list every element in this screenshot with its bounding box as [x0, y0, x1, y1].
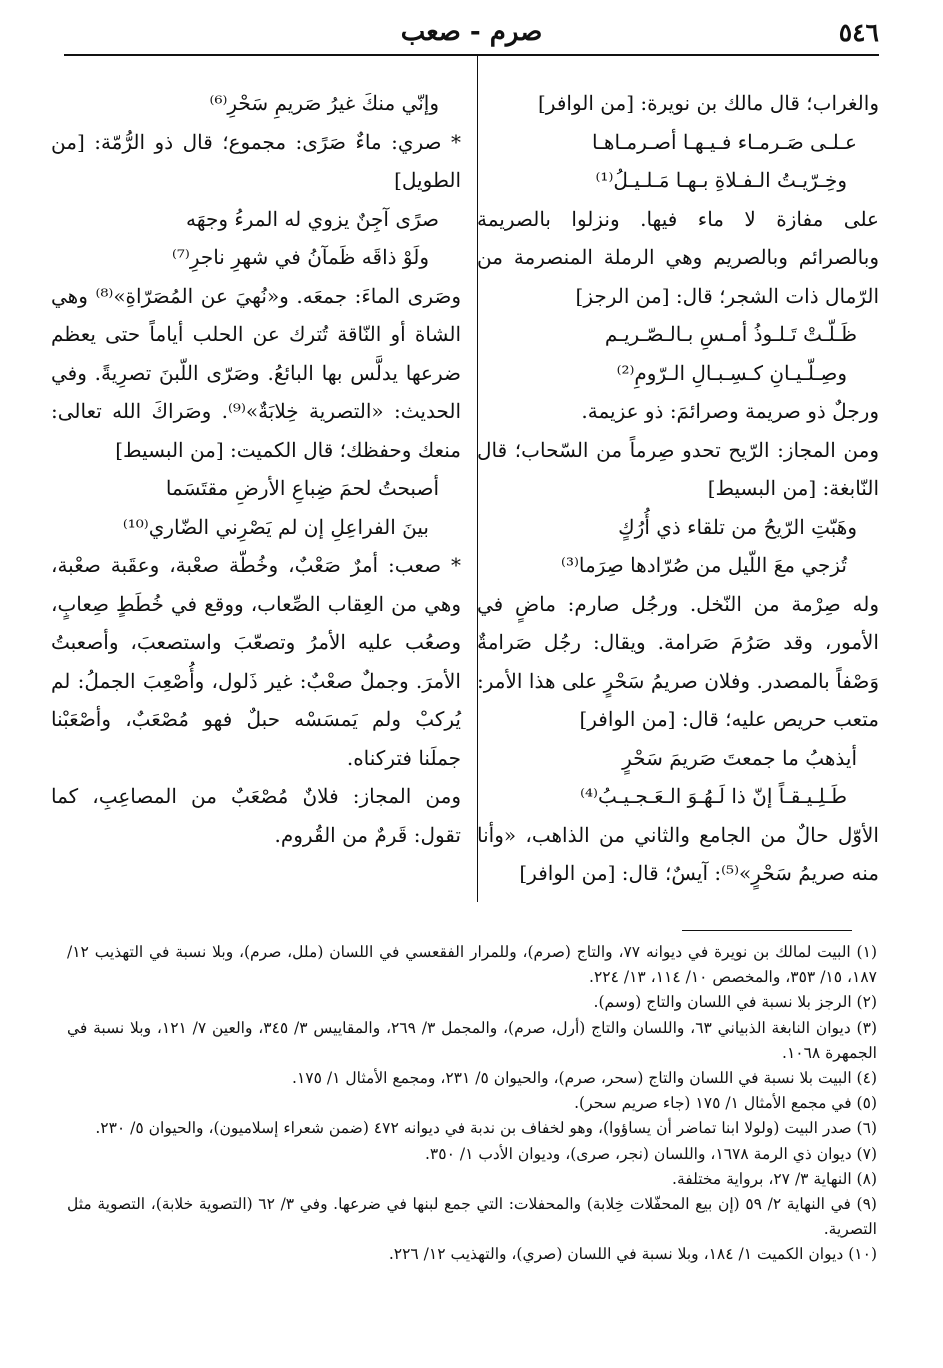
- footnote-rule: [682, 930, 852, 931]
- verse-line: صرًى آجِنٌ يزوي له المرءُ وجهَه: [186, 206, 439, 231]
- footnote: (٣) ديوان النابغة الذبياني ٦٣، واللسان والتاج (أرل، صرم)، والمجمل ٣/ ٢٦٩، والمقاييس ٣/ ٣٤٥، والعين ٧/ ١٢١، وبلا نسبة في الجمهرة ١٠٦٨.: [67, 1018, 877, 1062]
- footnote: (٨) النهاية ٣/ ٢٧، برواية مختلفة.: [672, 1169, 877, 1188]
- verse-line: وخِـرّيـتُ الـفـلاةِ بـهـا مَـلـيـلُ⁽¹⁾: [595, 168, 847, 192]
- verse-line: ظَـلّـتْ تَـلـوذُ أمـسِ بـالـصّـريـم: [604, 322, 857, 346]
- footnote: (٧) ديوان ذي الرمة ١٦٧٨، واللسان (نجر، صرى)، وديوان الأدب ١/ ٣٥٠.: [424, 1144, 877, 1163]
- verse-line: ولَوْ ذاقَه ظَمآنُ في شهرِ ناجرِ⁽⁷⁾: [171, 245, 429, 269]
- verse-line: عـلـى صَـرمـاء فـيـهـا أصـرمـاهـا: [591, 129, 857, 154]
- paragraph: ورجلٌ ذو صريمة وصرائمَ: ذو عزيمة.: [581, 399, 879, 423]
- verse-line: وصِـلّـيـانِ كـسِـبـالِ الـرّومِ⁽²⁾: [616, 360, 847, 385]
- paragraph: * صعب: أمرٌ صَعْبٌ، وخُطّة صعْبة، وعقَبة صعْبة، وهي من العِقاب الصِّعاب، ووقع في خُطَطٍ صِعابٍ، وصعُب عليه الأمرُ وتصعّبَ واستصعبَ، وأصعبتُ الأمرَ. وجملٌ صعْبٌ: غير ذَلول، وأُصْعِبَ الجملُ: لم يُركبْ ولم يَمسَسْه حبلٌ فهو مُصْعَبٌ، وأصْعَبْنا جملَنا فتركناه.: [51, 553, 461, 770]
- footnote: (١٠) ديوان الكميت ١/ ١٨٤، وبلا نسبة في اللسان (صري)، والتهذيب ١٢/ ٢٢٦.: [388, 1245, 877, 1264]
- verse-line: أيذهبُ ما جمعتَ صَريمَ سَحْرٍ: [622, 745, 857, 770]
- footnote: (٤) البيت بلا نسبة في اللسان والتاج (سحر، صرم)، والحيوان ٥/ ٢٣١، ومجمع الأمثال ١/ ١٧٥.: [292, 1069, 877, 1088]
- paragraph: والغراب؛ قال مالك بن نويرة: [من الوافر]: [537, 91, 879, 115]
- footnote: (٢) الرجز بلا نسبة في اللسان والتاج (وسم).: [593, 993, 877, 1012]
- verse-line: وهَبّتِ الرّيحُ من تلقاء ذي أُرُكٍ: [618, 514, 857, 539]
- paragraph: على مفازة لا ماء فيها. ونزلوا بالصريمة وبالصرائم وبالصريم وهي الرملة المنصرمة من الرّمال ذات الشجر؛ قال: [من الرجز]: [477, 206, 879, 308]
- paragraph: * صري: ماءٌ صَرًى: مجموع؛ قال ذو الرُّمّة: [من الطويل]: [51, 129, 461, 192]
- footnote: (٥) في مجمع الأمثال ١/ ١٧٥ (جاء صريم سحر).: [574, 1094, 877, 1113]
- footnote: (٩) في النهاية ٢/ ٥٩ (إن بيع المحفّلات خِلابة) والمحفلات: التي جمع لبنها في ضرعها. وفي ٣/ ٦٢ (التصوية خلابة)، التصوية مثل التصرية.: [67, 1195, 877, 1239]
- footnote: (٦) صدر البيت (ولولا ابنا تماضر أن يساؤوا)، وهو لخفاف بن ندبة في ديوانه ٤٧٢ (ضمن شعراء إسلاميون)، والحيوان ٥/ ٢٣٠.: [95, 1119, 877, 1138]
- paragraph: ومن المجاز: فلانٌ مُصْعَبٌ من المصاعِبِ، كما تقول: قَرمٌ من القُروم.: [51, 784, 461, 847]
- verse-line: وإنّي منكَ غيرُ صَريمِ سَحْرِ⁽⁶⁾: [209, 91, 439, 115]
- paragraph: الأوّل حالٌ من الجامع والثاني من الذاهب، «وأنا منه صريمُ سَحْرٍ»⁽⁵⁾: آيسٌ؛ قال: [من الوافر]: [477, 822, 879, 885]
- paragraph: وصَرى الماءَ: جمعَه. و«نُهيَ عن المُصَرّاةِ»⁽⁸⁾ وهي الشاة أو النّاقة تُترك عن الحلب أياماً حتى يعظم ضرعها يدلَّس بها البائعُ. وصَرّى اللّبنَ تصرِيةً. وفي الحديث: «التصرية خِلابَةٌ»⁽⁹⁾. وصَراكَ الله تعالى: منعك وحفظك؛ قال الكميت: [من البسيط]: [51, 283, 461, 462]
- verse-line: تُزجي معَ اللّيل من صُرّادها صِرَما⁽³⁾: [561, 553, 847, 577]
- page-header: [64, 14, 879, 50]
- footnotes: [67, 940, 877, 1268]
- right-column: [477, 84, 879, 893]
- footnote: (١) البيت لمالك بن نويرة في ديوانه ٧٧، والتاج (صرم)، وللمرار الفقعسي في اللسان (ملل، صرم)، وبلا نسبة في التهذيب ١٢/ ١٨٧، ١٥/ ٣٥٣، والمخصص ١٠/ ١١٤، ١٣/ ٢٢٤.: [67, 943, 877, 987]
- page-number: ٥٤٦: [838, 17, 879, 47]
- paragraph: وله صِرْمة من النّخل. ورجُل صارم: ماضٍ في الأمور، وقد صَرُمَ صَرامة. ويقال: رجُل صَرامةٌ وَصْفاً بالمصدر. وفلان صريمُ سَحْرٍ على هذا الأمر: متعب حريص عليه؛ قال: [من الوافر]: [477, 591, 879, 731]
- header-rule: [64, 54, 879, 56]
- running-title: صرم - صعب: [400, 17, 543, 47]
- verse-line: طَـلِـيـقـاً إنّ ذا لَـهُـوَ الـعَـجـيـبُ⁽⁴⁾: [580, 784, 847, 808]
- paragraph: ومن المجاز: الرّيح تحدو صِرماً من السّحاب؛ قال النّابغة: [من البسيط]: [477, 437, 879, 500]
- verse-line: أصبحتُ لحمَ ضِباعِ الأرضِ مقتَسَما: [165, 476, 439, 500]
- verse-line: بينَ الفراعِلِ إن لم يَصْرِني الضّاري⁽¹⁰⁾: [122, 514, 429, 539]
- left-column: [51, 84, 461, 854]
